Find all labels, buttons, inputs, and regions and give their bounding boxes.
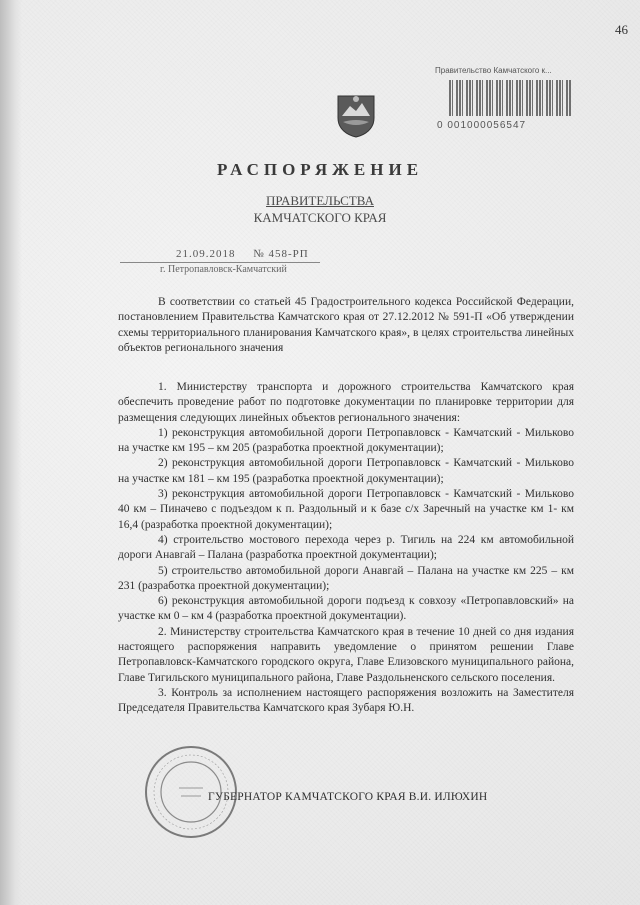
item-1: 1. Министерству транспорта и дорожного строительства Камчатского края обеспечить проведение работ по подготовке документации по планировке территории для размещения следующих линейных объектов регионального значения: bbox=[118, 381, 574, 424]
item-3: 3. Контроль за исполнением настоящего распоряжения возложить на Заместителя Председателя Правительства Камчатского края Зубаря Ю.Н. bbox=[118, 686, 574, 715]
document-type-title: РАСПОРЯЖЕНИЕ bbox=[216, 160, 424, 179]
date-underline bbox=[120, 262, 320, 263]
sub-item-3: 3) реконструкция автомобильной дороги Петропавловск - Камчатский - Мильково 40 км – Пиначево с подъездом к п. Раздольный и к базе с/х Заречный на участке км 1- км 16,4 (разработка проектной документации); bbox=[118, 488, 574, 531]
barcode-number: 0 001000056547 bbox=[437, 120, 527, 131]
preamble-section bbox=[118, 295, 574, 356]
sub-item-1: 1) реконструкция автомобильной дороги Петропавловск - Камчатский - Мильково на участке км 195 – км 205 (разработка проектной документации); bbox=[118, 426, 574, 455]
scan-left-edge bbox=[0, 0, 22, 905]
sub-item-6: 6) реконструкция автомобильной дороги подъезд к совхозу «Петропавловский» на участке км 0 – км 4 (разработка проектной документации). bbox=[118, 595, 574, 623]
sub-item-4: 4) строительство мостового перехода через р. Тигиль на 224 км автомобильной дороги Анавгай – Палана (разработка проектной документации); bbox=[118, 533, 574, 562]
issue-place: г. Петропавловск-Камчатский bbox=[160, 264, 287, 275]
issuer-line-1: ПРАВИТЕЛЬСТВА bbox=[266, 193, 374, 208]
barcode-label: Правительство Камчатского к... bbox=[435, 66, 552, 75]
page-number: 46 bbox=[615, 22, 628, 37]
issuer-line-2: КАМЧАТСКОГО КРАЯ bbox=[253, 210, 387, 225]
preamble-paragraph: В соответствии со статьей 45 Градостроительного кодекса Российской Федерации, постановлением Правительства Камчатского края от 27.12.2012 № 591-П «Об утверждении схемы территориального планирования Камчатского края», в целях строительства линейных объектов регионального значения bbox=[118, 296, 574, 354]
registration-barcode bbox=[435, 66, 587, 136]
document-date: 21.09.2018 bbox=[176, 248, 236, 260]
barcode-bars bbox=[449, 80, 571, 116]
sub-item-2: 2) реконструкция автомобильной дороги Петропавловск - Камчатский - Мильково на участке км 181 – км 195 (разработка проектной документации); bbox=[118, 457, 574, 485]
kamchatka-emblem-icon bbox=[334, 92, 378, 138]
sub-item-5: 5) строительство автомобильной дороги Анавгай – Палана на участке км 225 – км 231 (разработка проектной документации); bbox=[118, 564, 574, 592]
date-number-line bbox=[176, 248, 323, 260]
document-number: № 458-РП bbox=[253, 248, 309, 260]
governor-signature-line: ГУБЕРНАТОР КАМЧАТСКОГО КРАЯ В.И. ИЛЮХИН bbox=[208, 791, 488, 803]
item-2: 2. Министерству строительства Камчатского края в течение 10 дней со дня издания настоящего распоряжения направить уведомление о принятом решении Главе Петропавловск-Камчатского городского округа, Главе Елизовского муниципального района, Главе Тигильского муниципального района, Главе Раздольненского сельского поселения. bbox=[118, 625, 574, 684]
order-items bbox=[118, 380, 574, 717]
